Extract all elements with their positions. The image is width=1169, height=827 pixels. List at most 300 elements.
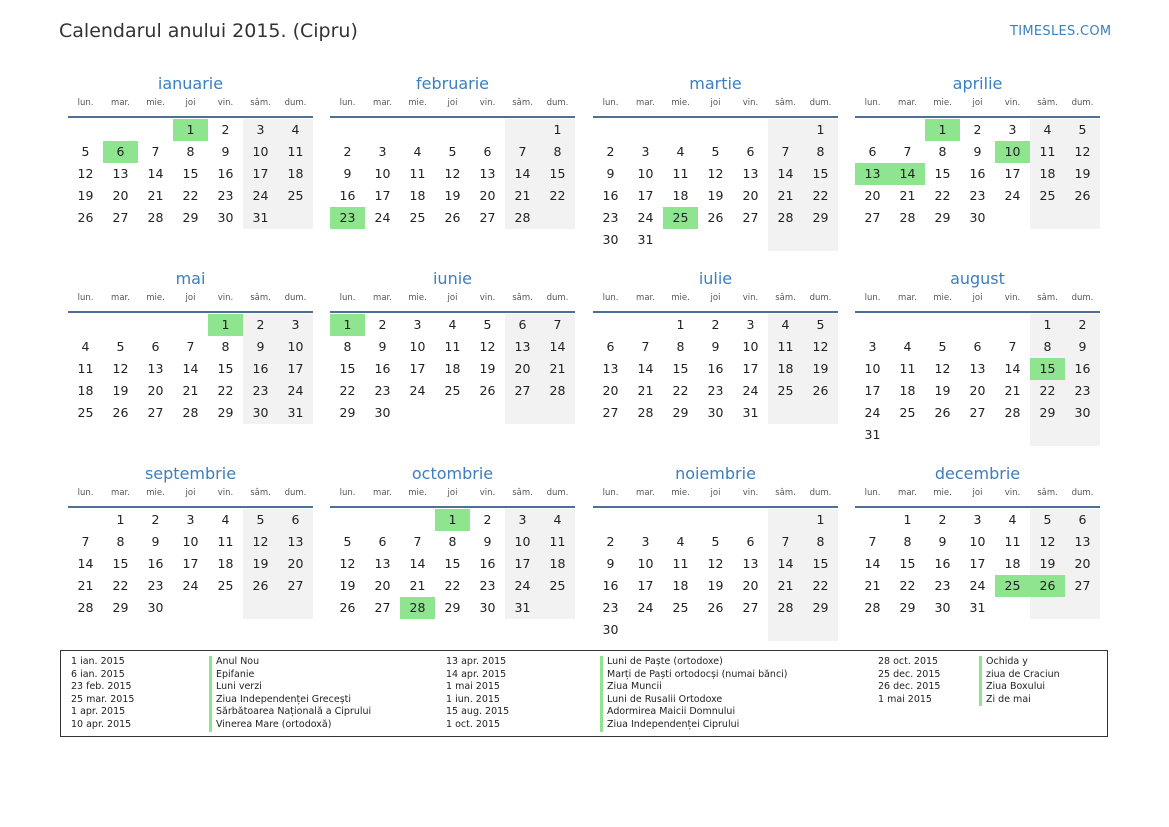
day-cell[interactable]: 9 <box>378 339 387 354</box>
day-cell[interactable]: 12 <box>444 166 461 181</box>
day-cell[interactable]: 23 <box>602 210 619 225</box>
day-cell[interactable]: 28 <box>147 210 164 225</box>
day-cell[interactable]: 21 <box>768 185 803 207</box>
day-cell[interactable]: 11 <box>899 361 916 376</box>
day-cell[interactable]: 8 <box>116 534 125 549</box>
day-cell[interactable]: 29 <box>112 600 129 615</box>
day-cell[interactable]: 10 <box>864 361 881 376</box>
day-cell[interactable]: 19 <box>444 188 461 203</box>
day-cell[interactable]: 4 <box>448 317 457 332</box>
day-cell[interactable]: 3 <box>243 119 278 141</box>
day-cell[interactable]: 6 <box>746 144 755 159</box>
day-cell[interactable]: 3 <box>641 534 650 549</box>
day-cell[interactable]: 28 <box>768 207 803 229</box>
day-cell[interactable]: 27 <box>742 600 759 615</box>
day-cell[interactable]: 4 <box>278 119 313 141</box>
day-cell[interactable]: 18 <box>278 163 313 185</box>
day-cell[interactable]: 17 <box>1004 166 1021 181</box>
day-cell[interactable]: 30 <box>934 600 951 615</box>
day-cell[interactable]: 8 <box>938 144 947 159</box>
day-cell[interactable]: 18 <box>540 553 575 575</box>
day-cell[interactable]: 21 <box>77 578 94 593</box>
day-cell[interactable]: 28 <box>864 600 881 615</box>
day-cell[interactable]: 4 <box>540 509 575 531</box>
day-cell[interactable]: 12 <box>339 556 356 571</box>
day-cell[interactable]: 7 <box>768 141 803 163</box>
day-cell[interactable]: 26 <box>243 575 278 597</box>
day-cell[interactable]: 11 <box>217 534 234 549</box>
day-cell[interactable]: 9 <box>1065 336 1100 358</box>
day-cell[interactable]: 9 <box>606 556 615 571</box>
day-cell[interactable]: 6 <box>606 339 615 354</box>
day-cell[interactable]: 12 <box>243 531 278 553</box>
day-cell[interactable]: 10 <box>742 339 759 354</box>
day-cell[interactable]: 14 <box>1004 361 1021 376</box>
day-cell[interactable]: 9 <box>973 144 982 159</box>
day-cell[interactable]: 2 <box>938 512 947 527</box>
day-cell[interactable]: 19 <box>1065 163 1100 185</box>
day-cell[interactable]: 10 <box>637 556 654 571</box>
day-cell[interactable]: 18 <box>1004 556 1021 571</box>
day-cell[interactable]: 23 <box>969 188 986 203</box>
day-cell[interactable]: 21 <box>899 188 916 203</box>
day-cell[interactable]: 5 <box>803 314 838 336</box>
day-cell[interactable]: 27 <box>374 600 391 615</box>
day-cell[interactable]: 14 <box>637 361 654 376</box>
day-cell[interactable]: 12 <box>1030 531 1065 553</box>
day-cell[interactable]: 12 <box>112 361 129 376</box>
day-cell[interactable]: 14 <box>505 163 540 185</box>
day-cell[interactable]: 2 <box>711 317 720 332</box>
holiday-day-cell[interactable]: 1 <box>330 314 365 336</box>
day-cell[interactable]: 16 <box>602 578 619 593</box>
day-cell[interactable]: 2 <box>243 314 278 336</box>
day-cell[interactable]: 29 <box>182 210 199 225</box>
day-cell[interactable]: 22 <box>803 575 838 597</box>
day-cell[interactable]: 28 <box>899 210 916 225</box>
day-cell[interactable]: 1 <box>803 119 838 141</box>
day-cell[interactable]: 6 <box>746 534 755 549</box>
day-cell[interactable]: 20 <box>864 188 881 203</box>
day-cell[interactable]: 6 <box>151 339 160 354</box>
day-cell[interactable]: 8 <box>803 531 838 553</box>
day-cell[interactable]: 11 <box>768 336 803 358</box>
day-cell[interactable]: 10 <box>409 339 426 354</box>
day-cell[interactable]: 8 <box>803 141 838 163</box>
day-cell[interactable]: 17 <box>409 361 426 376</box>
day-cell[interactable]: 14 <box>768 163 803 185</box>
day-cell[interactable]: 26 <box>444 210 461 225</box>
day-cell[interactable]: 8 <box>540 141 575 163</box>
site-link[interactable]: TIMESLES.COM <box>1010 24 1112 39</box>
day-cell[interactable]: 27 <box>505 380 540 402</box>
day-cell[interactable]: 18 <box>77 383 94 398</box>
day-cell[interactable]: 15 <box>899 556 916 571</box>
day-cell[interactable]: 13 <box>969 361 986 376</box>
day-cell[interactable]: 20 <box>742 578 759 593</box>
day-cell[interactable]: 19 <box>243 553 278 575</box>
day-cell[interactable]: 1 <box>540 119 575 141</box>
day-cell[interactable]: 23 <box>1065 380 1100 402</box>
day-cell[interactable]: 10 <box>505 531 540 553</box>
day-cell[interactable]: 27 <box>969 405 986 420</box>
holiday-day-cell[interactable]: 13 <box>855 163 890 185</box>
day-cell[interactable]: 21 <box>768 575 803 597</box>
day-cell[interactable]: 14 <box>77 556 94 571</box>
day-cell[interactable]: 22 <box>540 185 575 207</box>
day-cell[interactable]: 13 <box>602 361 619 376</box>
day-cell[interactable]: 24 <box>243 185 278 207</box>
day-cell[interactable]: 16 <box>1065 358 1100 380</box>
day-cell[interactable]: 22 <box>1030 380 1065 402</box>
day-cell[interactable]: 14 <box>147 166 164 181</box>
day-cell[interactable]: 3 <box>746 317 755 332</box>
day-cell[interactable]: 6 <box>868 144 877 159</box>
day-cell[interactable]: 26 <box>339 600 356 615</box>
day-cell[interactable]: 8 <box>448 534 457 549</box>
day-cell[interactable]: 4 <box>768 314 803 336</box>
day-cell[interactable]: 18 <box>672 578 689 593</box>
day-cell[interactable]: 21 <box>147 188 164 203</box>
day-cell[interactable]: 25 <box>672 600 689 615</box>
day-cell[interactable]: 28 <box>540 380 575 402</box>
day-cell[interactable]: 8 <box>186 144 195 159</box>
day-cell[interactable]: 30 <box>243 402 278 424</box>
day-cell[interactable]: 30 <box>969 210 986 225</box>
day-cell[interactable]: 11 <box>278 141 313 163</box>
day-cell[interactable]: 17 <box>969 556 986 571</box>
day-cell[interactable]: 31 <box>742 405 759 420</box>
day-cell[interactable]: 16 <box>602 188 619 203</box>
day-cell[interactable]: 22 <box>803 185 838 207</box>
day-cell[interactable]: 10 <box>182 534 199 549</box>
day-cell[interactable]: 23 <box>707 383 724 398</box>
day-cell[interactable]: 10 <box>374 166 391 181</box>
day-cell[interactable]: 31 <box>278 402 313 424</box>
day-cell[interactable]: 5 <box>343 534 352 549</box>
day-cell[interactable]: 15 <box>672 361 689 376</box>
day-cell[interactable]: 2 <box>151 512 160 527</box>
day-cell[interactable]: 24 <box>742 383 759 398</box>
day-cell[interactable]: 16 <box>147 556 164 571</box>
day-cell[interactable]: 10 <box>969 534 986 549</box>
day-cell[interactable]: 23 <box>934 578 951 593</box>
day-cell[interactable]: 9 <box>606 166 615 181</box>
holiday-day-cell[interactable]: 25 <box>995 575 1030 597</box>
day-cell[interactable]: 15 <box>112 556 129 571</box>
day-cell[interactable]: 12 <box>77 166 94 181</box>
day-cell[interactable]: 20 <box>505 358 540 380</box>
day-cell[interactable]: 30 <box>147 600 164 615</box>
day-cell[interactable]: 28 <box>182 405 199 420</box>
day-cell[interactable]: 14 <box>182 361 199 376</box>
holiday-day-cell[interactable]: 25 <box>663 207 698 229</box>
holiday-day-cell[interactable]: 26 <box>1030 575 1065 597</box>
day-cell[interactable]: 10 <box>278 336 313 358</box>
day-cell[interactable]: 16 <box>339 188 356 203</box>
day-cell[interactable]: 3 <box>186 512 195 527</box>
day-cell[interactable]: 9 <box>938 534 947 549</box>
day-cell[interactable]: 16 <box>934 556 951 571</box>
day-cell[interactable]: 1 <box>116 512 125 527</box>
holiday-day-cell[interactable]: 23 <box>330 207 365 229</box>
day-cell[interactable]: 15 <box>934 166 951 181</box>
day-cell[interactable]: 26 <box>1065 185 1100 207</box>
day-cell[interactable]: 3 <box>973 512 982 527</box>
day-cell[interactable]: 19 <box>707 188 724 203</box>
day-cell[interactable]: 7 <box>768 531 803 553</box>
day-cell[interactable]: 14 <box>864 556 881 571</box>
holiday-day-cell[interactable]: 1 <box>173 119 208 141</box>
day-cell[interactable]: 30 <box>707 405 724 420</box>
day-cell[interactable]: 16 <box>217 166 234 181</box>
day-cell[interactable]: 2 <box>973 122 982 137</box>
day-cell[interactable]: 24 <box>505 575 540 597</box>
day-cell[interactable]: 10 <box>243 141 278 163</box>
day-cell[interactable]: 12 <box>707 166 724 181</box>
day-cell[interactable]: 24 <box>409 383 426 398</box>
day-cell[interactable]: 19 <box>707 578 724 593</box>
day-cell[interactable]: 30 <box>374 405 391 420</box>
day-cell[interactable]: 12 <box>479 339 496 354</box>
day-cell[interactable]: 5 <box>711 534 720 549</box>
day-cell[interactable]: 29 <box>1030 402 1065 424</box>
day-cell[interactable]: 23 <box>479 578 496 593</box>
day-cell[interactable]: 16 <box>374 361 391 376</box>
day-cell[interactable]: 16 <box>479 556 496 571</box>
day-cell[interactable]: 2 <box>378 317 387 332</box>
day-cell[interactable]: 8 <box>903 534 912 549</box>
day-cell[interactable]: 12 <box>934 361 951 376</box>
day-cell[interactable]: 22 <box>672 383 689 398</box>
day-cell[interactable]: 20 <box>742 188 759 203</box>
day-cell[interactable]: 20 <box>479 188 496 203</box>
day-cell[interactable]: 6 <box>505 314 540 336</box>
day-cell[interactable]: 31 <box>505 597 540 619</box>
holiday-day-cell[interactable]: 1 <box>208 314 243 336</box>
day-cell[interactable]: 22 <box>934 188 951 203</box>
day-cell[interactable]: 30 <box>217 210 234 225</box>
day-cell[interactable]: 23 <box>374 383 391 398</box>
day-cell[interactable]: 30 <box>602 232 619 247</box>
day-cell[interactable]: 12 <box>803 336 838 358</box>
day-cell[interactable]: 4 <box>903 339 912 354</box>
day-cell[interactable]: 11 <box>1004 534 1021 549</box>
holiday-day-cell[interactable]: 14 <box>890 163 925 185</box>
day-cell[interactable]: 3 <box>278 314 313 336</box>
day-cell[interactable]: 20 <box>602 383 619 398</box>
day-cell[interactable]: 8 <box>221 339 230 354</box>
day-cell[interactable]: 13 <box>112 166 129 181</box>
day-cell[interactable]: 5 <box>938 339 947 354</box>
day-cell[interactable]: 28 <box>768 597 803 619</box>
day-cell[interactable]: 9 <box>483 534 492 549</box>
day-cell[interactable]: 28 <box>505 207 540 229</box>
holiday-day-cell[interactable]: 28 <box>400 597 435 619</box>
day-cell[interactable]: 20 <box>278 553 313 575</box>
day-cell[interactable]: 25 <box>217 578 234 593</box>
day-cell[interactable]: 29 <box>803 207 838 229</box>
holiday-day-cell[interactable]: 6 <box>103 141 138 163</box>
day-cell[interactable]: 11 <box>77 361 94 376</box>
day-cell[interactable]: 1 <box>803 509 838 531</box>
day-cell[interactable]: 22 <box>339 383 356 398</box>
day-cell[interactable]: 4 <box>221 512 230 527</box>
day-cell[interactable]: 28 <box>1004 405 1021 420</box>
day-cell[interactable]: 25 <box>278 185 313 207</box>
day-cell[interactable]: 21 <box>505 185 540 207</box>
day-cell[interactable]: 13 <box>479 166 496 181</box>
day-cell[interactable]: 15 <box>444 556 461 571</box>
day-cell[interactable]: 10 <box>637 166 654 181</box>
day-cell[interactable]: 26 <box>77 210 94 225</box>
day-cell[interactable]: 17 <box>505 553 540 575</box>
day-cell[interactable]: 27 <box>112 210 129 225</box>
day-cell[interactable]: 26 <box>707 600 724 615</box>
day-cell[interactable]: 27 <box>602 405 619 420</box>
day-cell[interactable]: 9 <box>711 339 720 354</box>
day-cell[interactable]: 11 <box>409 166 426 181</box>
day-cell[interactable]: 27 <box>864 210 881 225</box>
day-cell[interactable]: 31 <box>969 600 986 615</box>
day-cell[interactable]: 13 <box>147 361 164 376</box>
day-cell[interactable]: 9 <box>243 336 278 358</box>
day-cell[interactable]: 11 <box>672 556 689 571</box>
day-cell[interactable]: 13 <box>1065 531 1100 553</box>
day-cell[interactable]: 8 <box>343 339 352 354</box>
day-cell[interactable]: 25 <box>444 383 461 398</box>
day-cell[interactable]: 13 <box>278 531 313 553</box>
day-cell[interactable]: 17 <box>637 188 654 203</box>
day-cell[interactable]: 15 <box>803 553 838 575</box>
day-cell[interactable]: 9 <box>343 166 352 181</box>
day-cell[interactable]: 3 <box>378 144 387 159</box>
day-cell[interactable]: 27 <box>479 210 496 225</box>
day-cell[interactable]: 26 <box>707 210 724 225</box>
day-cell[interactable]: 18 <box>409 188 426 203</box>
day-cell[interactable]: 5 <box>116 339 125 354</box>
day-cell[interactable]: 7 <box>540 314 575 336</box>
day-cell[interactable]: 4 <box>1030 119 1065 141</box>
day-cell[interactable]: 18 <box>899 383 916 398</box>
day-cell[interactable]: 30 <box>1065 402 1100 424</box>
day-cell[interactable]: 6 <box>278 509 313 531</box>
day-cell[interactable]: 14 <box>409 556 426 571</box>
day-cell[interactable]: 5 <box>711 144 720 159</box>
day-cell[interactable]: 29 <box>217 405 234 420</box>
day-cell[interactable]: 24 <box>374 210 391 225</box>
holiday-day-cell[interactable]: 1 <box>925 119 960 141</box>
day-cell[interactable]: 17 <box>278 358 313 380</box>
day-cell[interactable]: 28 <box>77 600 94 615</box>
day-cell[interactable]: 27 <box>742 210 759 225</box>
day-cell[interactable]: 27 <box>147 405 164 420</box>
day-cell[interactable]: 19 <box>934 383 951 398</box>
day-cell[interactable]: 9 <box>221 144 230 159</box>
day-cell[interactable]: 17 <box>864 383 881 398</box>
day-cell[interactable]: 5 <box>243 509 278 531</box>
day-cell[interactable]: 20 <box>147 383 164 398</box>
day-cell[interactable]: 7 <box>81 534 90 549</box>
day-cell[interactable]: 15 <box>339 361 356 376</box>
holiday-day-cell[interactable]: 15 <box>1030 358 1065 380</box>
day-cell[interactable]: 21 <box>637 383 654 398</box>
day-cell[interactable]: 6 <box>973 339 982 354</box>
day-cell[interactable]: 3 <box>413 317 422 332</box>
day-cell[interactable]: 27 <box>278 575 313 597</box>
day-cell[interactable]: 19 <box>479 361 496 376</box>
day-cell[interactable]: 29 <box>899 600 916 615</box>
day-cell[interactable]: 4 <box>413 144 422 159</box>
day-cell[interactable]: 24 <box>969 578 986 593</box>
day-cell[interactable]: 27 <box>1065 575 1100 597</box>
day-cell[interactable]: 7 <box>1008 339 1017 354</box>
day-cell[interactable]: 15 <box>540 163 575 185</box>
day-cell[interactable]: 1 <box>903 512 912 527</box>
day-cell[interactable]: 1 <box>1030 314 1065 336</box>
day-cell[interactable]: 22 <box>217 383 234 398</box>
day-cell[interactable]: 29 <box>934 210 951 225</box>
day-cell[interactable]: 30 <box>479 600 496 615</box>
day-cell[interactable]: 18 <box>768 358 803 380</box>
day-cell[interactable]: 11 <box>672 166 689 181</box>
day-cell[interactable]: 5 <box>1065 119 1100 141</box>
day-cell[interactable]: 29 <box>339 405 356 420</box>
day-cell[interactable]: 21 <box>182 383 199 398</box>
day-cell[interactable]: 3 <box>868 339 877 354</box>
day-cell[interactable]: 18 <box>672 188 689 203</box>
day-cell[interactable]: 18 <box>1030 163 1065 185</box>
day-cell[interactable]: 26 <box>934 405 951 420</box>
day-cell[interactable]: 19 <box>112 383 129 398</box>
day-cell[interactable]: 29 <box>803 597 838 619</box>
day-cell[interactable]: 2 <box>483 512 492 527</box>
day-cell[interactable]: 29 <box>444 600 461 615</box>
day-cell[interactable]: 23 <box>602 600 619 615</box>
day-cell[interactable]: 19 <box>339 578 356 593</box>
day-cell[interactable]: 2 <box>221 122 230 137</box>
day-cell[interactable]: 18 <box>217 556 234 571</box>
day-cell[interactable]: 22 <box>112 578 129 593</box>
day-cell[interactable]: 3 <box>505 509 540 531</box>
day-cell[interactable]: 11 <box>444 339 461 354</box>
day-cell[interactable]: 25 <box>768 380 803 402</box>
day-cell[interactable]: 11 <box>540 531 575 553</box>
day-cell[interactable]: 7 <box>186 339 195 354</box>
day-cell[interactable]: 17 <box>182 556 199 571</box>
day-cell[interactable]: 31 <box>864 427 881 442</box>
day-cell[interactable]: 21 <box>1004 383 1021 398</box>
day-cell[interactable]: 12 <box>707 556 724 571</box>
day-cell[interactable]: 24 <box>637 600 654 615</box>
day-cell[interactable]: 2 <box>343 144 352 159</box>
day-cell[interactable]: 24 <box>278 380 313 402</box>
holiday-day-cell[interactable]: 10 <box>995 141 1030 163</box>
day-cell[interactable]: 16 <box>243 358 278 380</box>
day-cell[interactable]: 5 <box>1030 509 1065 531</box>
day-cell[interactable]: 22 <box>899 578 916 593</box>
day-cell[interactable]: 20 <box>969 383 986 398</box>
day-cell[interactable]: 14 <box>540 336 575 358</box>
day-cell[interactable]: 14 <box>768 553 803 575</box>
day-cell[interactable]: 24 <box>1004 188 1021 203</box>
day-cell[interactable]: 21 <box>864 578 881 593</box>
day-cell[interactable]: 13 <box>374 556 391 571</box>
day-cell[interactable]: 7 <box>903 144 912 159</box>
day-cell[interactable]: 8 <box>1030 336 1065 358</box>
day-cell[interactable]: 13 <box>505 336 540 358</box>
day-cell[interactable]: 5 <box>81 144 90 159</box>
